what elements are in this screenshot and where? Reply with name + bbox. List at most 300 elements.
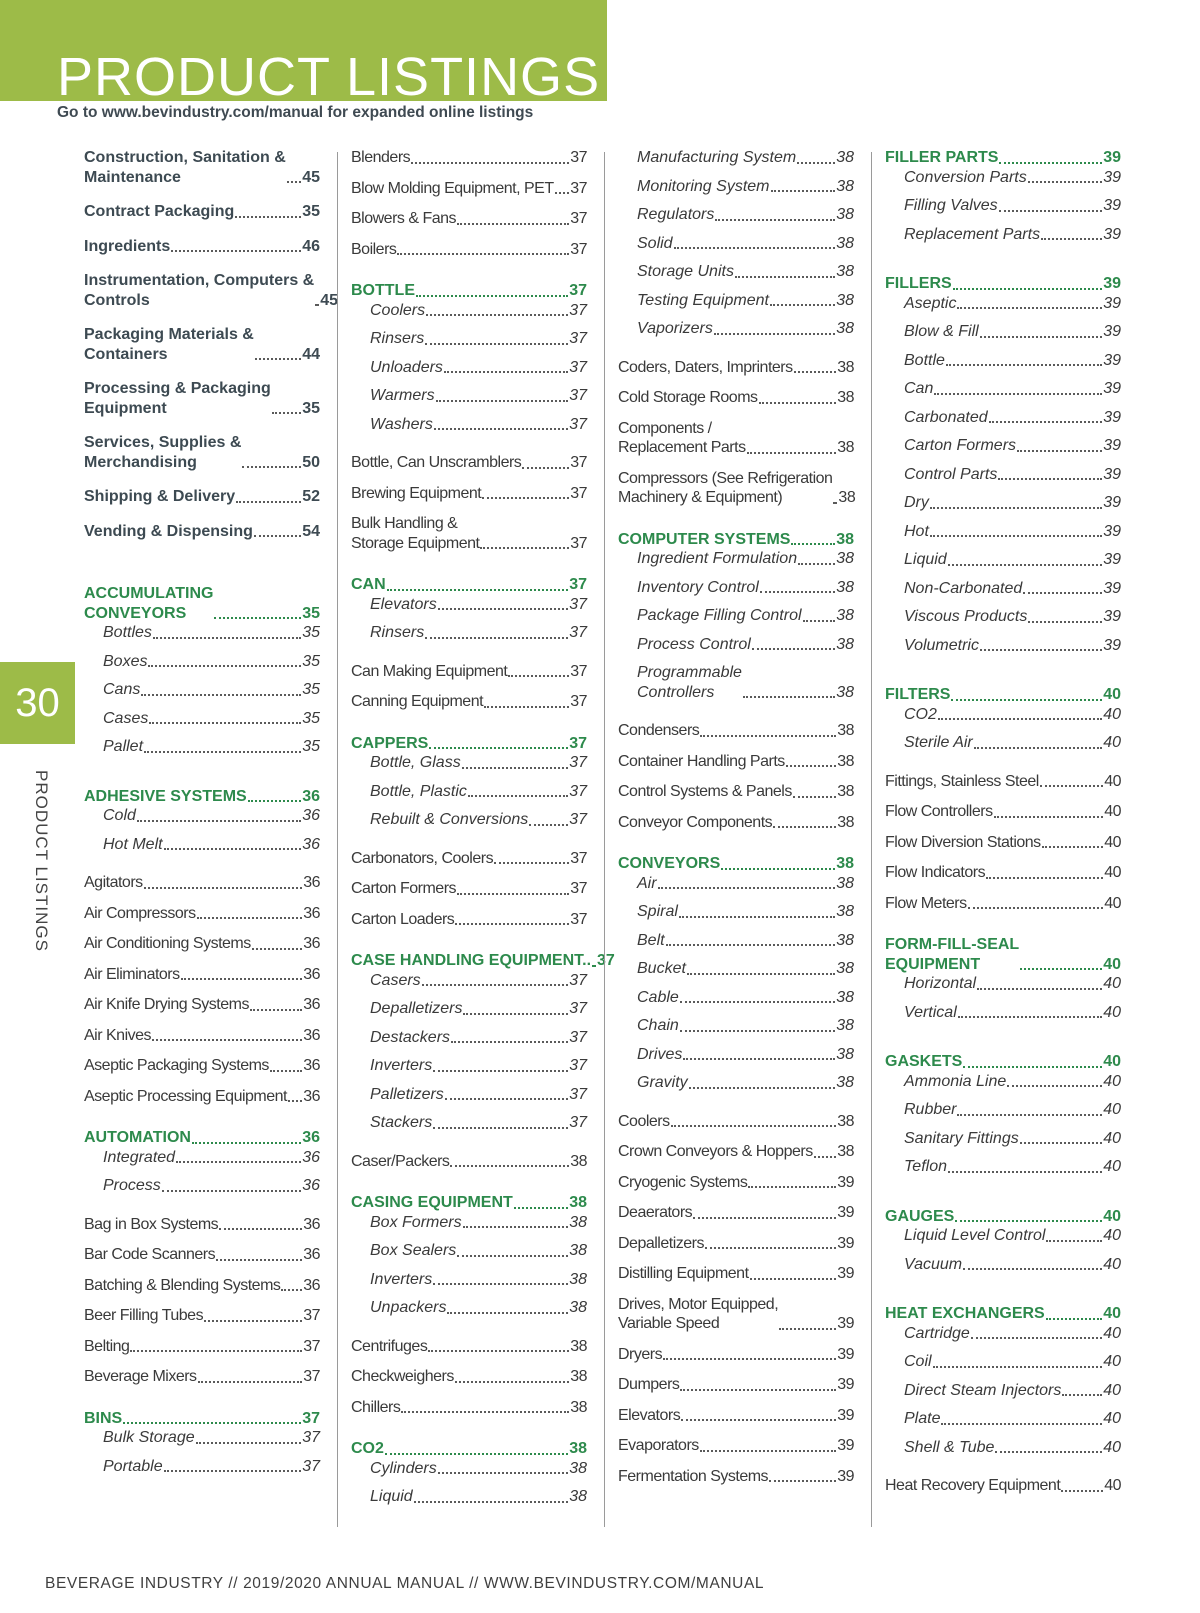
entry-page-number: 39 — [1103, 522, 1121, 540]
dot-leader — [242, 466, 301, 468]
entry-name: Beverage Mixers — [84, 1368, 197, 1385]
sub-entry — [351, 999, 587, 1019]
sub-entry — [351, 1085, 587, 1105]
listing-entry — [618, 1345, 854, 1365]
listing-entry — [84, 965, 320, 985]
entry-page-number: 37 — [569, 1057, 587, 1074]
listing-entry — [618, 1406, 854, 1426]
entry-page-number: 37 — [569, 971, 587, 989]
dot-leader — [555, 192, 570, 194]
entry-name: Hot — [904, 522, 929, 540]
entry-page-number: 37 — [569, 415, 587, 433]
entry-page-number: 38 — [569, 1194, 587, 1211]
entry-page-number: 36 — [303, 1087, 320, 1105]
entry-page-number: 40 — [1103, 1227, 1121, 1244]
dot-leader — [447, 1312, 568, 1314]
listing-entry — [618, 388, 854, 408]
entry-page-number: 38 — [837, 358, 854, 376]
listing-entry — [84, 325, 320, 364]
sub-entry — [84, 1428, 320, 1448]
entry-name: Teflon — [904, 1158, 947, 1175]
dot-leader — [235, 216, 301, 218]
dot-leader — [192, 1142, 301, 1144]
sub-entry — [885, 465, 1121, 485]
entry-page-number: 39 — [837, 1315, 854, 1332]
entry-name: Inverters — [370, 1057, 433, 1074]
entry-name: Inverters — [370, 1270, 433, 1288]
entry-name: Control Systems & Panels — [618, 783, 792, 800]
sub-entry — [885, 1157, 1121, 1177]
sub-entry — [618, 606, 854, 626]
entry-page-number: 36 — [302, 1177, 320, 1194]
entry-name: Agitators — [84, 874, 143, 891]
entry-name: Air Knives — [84, 1026, 152, 1044]
dot-leader — [214, 617, 301, 619]
entry-name: Blow & Fill — [904, 323, 979, 340]
entry-name: Bottles — [103, 624, 152, 641]
entry-page-number: 37 — [569, 624, 587, 641]
sub-entry — [885, 168, 1121, 188]
entry-page-number: 38 — [836, 607, 854, 624]
entry-name: CAN — [351, 576, 386, 593]
dot-leader — [522, 467, 569, 469]
listing-entry — [351, 1337, 587, 1357]
entry-name: Dry — [904, 494, 929, 511]
entry-page-number: 39 — [837, 1406, 854, 1424]
listing-entry — [351, 179, 587, 199]
dot-leader — [957, 1114, 1102, 1116]
dot-leader — [771, 190, 836, 192]
entry-name: Carbonators, Coolers — [351, 849, 494, 867]
entry-name: Washers — [370, 415, 433, 433]
entry-page-number: 39 — [1103, 149, 1121, 166]
dot-leader — [144, 751, 301, 753]
entry-page-number: 39 — [837, 1204, 854, 1221]
listing-entry — [84, 1026, 320, 1046]
entry-name: Condensers — [618, 722, 700, 739]
entry-page-number: 37 — [569, 1085, 587, 1103]
entry-name: Evaporators — [618, 1437, 699, 1454]
dot-leader — [457, 223, 569, 225]
entry-page-number: 40 — [1103, 1003, 1121, 1021]
dot-leader — [666, 944, 836, 946]
dot-leader — [693, 1217, 836, 1219]
page-footer: BEVERAGE INDUSTRY // 2019/2020 ANNUAL MANUAL // WWW.BEVINDUSTRY.COM/MANUAL — [45, 1575, 765, 1592]
listing-entry — [84, 1215, 320, 1235]
sub-entry — [618, 578, 854, 598]
sub-entry — [885, 436, 1121, 456]
entry-page-number: 35 — [302, 681, 320, 698]
sub-entry — [618, 234, 854, 254]
dot-leader — [425, 637, 568, 639]
dot-leader — [999, 162, 1102, 164]
entry-page-number: 38 — [837, 783, 854, 800]
entry-name: ADHESIVE SYSTEMS — [84, 787, 247, 805]
dot-leader — [814, 1156, 837, 1158]
listing-entry — [84, 148, 320, 187]
entry-name: Bottle, Can Unscramblers — [351, 454, 522, 471]
listing-entry — [618, 1264, 854, 1284]
listing-entry — [618, 1173, 854, 1193]
dot-leader — [457, 1255, 568, 1257]
sub-entry — [618, 874, 854, 894]
entry-page-number: 40 — [1103, 955, 1121, 973]
dot-leader — [426, 314, 568, 316]
entry-page-number: 36 — [303, 1276, 320, 1294]
category-heading — [84, 787, 320, 807]
entry-page-number: 37 — [569, 754, 587, 771]
entry-name: Rebuilt & Conversions — [370, 811, 529, 828]
sub-entry — [618, 902, 854, 922]
dot-leader — [747, 452, 837, 454]
dot-leader — [977, 988, 1102, 990]
dot-leader — [287, 181, 301, 183]
entry-page-number: 40 — [1104, 833, 1121, 851]
entry-name: FILLERS — [885, 275, 952, 292]
entry-page-number: 37 — [303, 1307, 320, 1324]
dot-leader — [270, 1070, 302, 1072]
entry-name: Heat Recovery Equipment — [885, 1477, 1061, 1494]
dot-leader — [735, 276, 835, 278]
dot-leader — [995, 1451, 1102, 1453]
entry-page-number: 40 — [1103, 1053, 1121, 1070]
sub-entry — [618, 663, 854, 702]
entry-page-number: 38 — [836, 960, 854, 977]
dot-leader — [248, 800, 302, 802]
listing-entry — [351, 514, 587, 553]
entry-name: Vending & Dispensing — [84, 522, 253, 540]
dot-leader — [514, 1207, 568, 1209]
listing-entry — [84, 1087, 320, 1107]
entry-name: Coil — [904, 1353, 932, 1370]
entry-name: Aseptic Processing Equipment — [84, 1087, 287, 1105]
entry-name: Belting — [84, 1337, 130, 1355]
entry-name: Carbonated — [904, 408, 988, 426]
entry-page-number: 40 — [1104, 894, 1121, 912]
entry-page-number: 38 — [569, 1488, 587, 1505]
entry-name: Packaging Materials & Containers — [84, 326, 254, 363]
entry-page-number: 40 — [1104, 772, 1121, 790]
page-title: PRODUCT LISTINGS — [57, 47, 601, 107]
dot-leader — [681, 1419, 836, 1421]
listing-entry — [618, 1375, 854, 1395]
entry-name: Coders, Daters, Imprinters — [618, 358, 793, 376]
dot-leader — [428, 1350, 569, 1352]
entry-name: Casers — [370, 971, 421, 989]
listing-entry — [84, 271, 339, 310]
entry-name: Carton Formers — [351, 880, 457, 897]
entry-page-number: 52 — [302, 488, 320, 505]
sub-entry — [618, 1045, 854, 1065]
dot-leader — [989, 421, 1103, 423]
dot-leader — [773, 826, 836, 828]
entry-page-number: 38 — [569, 1440, 587, 1457]
entry-page-number: 39 — [1103, 351, 1121, 369]
sub-entry — [885, 225, 1121, 245]
listing-entry — [84, 904, 320, 924]
category-heading — [885, 935, 1121, 974]
entry-name: Construction, Sanitation & Maintenance — [84, 149, 286, 186]
entry-page-number: 38 — [836, 683, 854, 701]
entry-page-number: 39 — [1103, 197, 1121, 214]
dot-leader — [948, 1171, 1102, 1173]
page-number-tab: 30 — [0, 662, 75, 744]
entry-page-number: 38 — [837, 1112, 854, 1130]
entry-page-number: 40 — [1103, 1353, 1121, 1370]
listing-entry — [84, 379, 320, 418]
entry-name: Filling Valves — [904, 197, 998, 214]
entry-name: GAUGES — [885, 1207, 955, 1225]
entry-page-number: 39 — [1103, 294, 1121, 312]
category-heading — [84, 584, 320, 623]
entry-page-number: 36 — [303, 874, 320, 891]
listing-entry — [618, 419, 854, 458]
entry-page-number: 37 — [597, 952, 615, 969]
entry-name: Flow Meters — [885, 894, 967, 912]
listing-entry — [885, 894, 1121, 914]
listing-entry — [351, 692, 587, 712]
entry-page-number: 37 — [569, 358, 587, 376]
dot-leader — [123, 1422, 301, 1424]
dot-leader — [137, 820, 301, 822]
listing-entry — [84, 934, 320, 954]
entry-name: Manufacturing System — [637, 149, 797, 166]
entry-name: Caser/Packers — [351, 1152, 450, 1170]
sub-entry — [351, 623, 587, 643]
page-subtitle: Go to www.bevindustry.com/manual for expanded online listings — [57, 104, 534, 121]
dot-leader — [484, 706, 569, 708]
dot-leader — [1007, 1085, 1102, 1087]
dot-leader — [144, 887, 303, 889]
entry-name: Processing & Packaging Equipment — [84, 380, 271, 417]
entry-name: Rinsers — [370, 330, 425, 347]
listing-entry — [618, 1142, 854, 1162]
entry-name: Boilers — [351, 240, 397, 258]
entry-page-number: 38 — [836, 1017, 854, 1034]
dot-leader — [938, 718, 1102, 720]
dot-leader — [833, 502, 837, 504]
listing-entry — [84, 1276, 320, 1296]
dot-leader — [797, 162, 835, 164]
entry-page-number: 37 — [570, 210, 587, 227]
entry-page-number: 37 — [570, 910, 587, 928]
sub-entry — [618, 549, 854, 569]
entry-name: Chillers — [351, 1398, 401, 1416]
entry-page-number: 37 — [570, 454, 587, 471]
dot-leader — [930, 535, 1102, 537]
entry-page-number: 38 — [570, 1398, 587, 1416]
entry-name: Belt — [637, 931, 665, 949]
entry-name: Replacement Parts — [904, 225, 1041, 243]
sub-entry — [618, 635, 854, 655]
dot-leader — [149, 722, 301, 724]
dot-leader — [1062, 1394, 1102, 1396]
entry-page-number: 38 — [836, 903, 854, 920]
dot-leader — [416, 295, 568, 297]
listing-entry — [84, 1245, 320, 1265]
entry-page-number: 35 — [302, 203, 320, 220]
listing-entry — [618, 1112, 854, 1132]
entry-name: Cylinders — [370, 1459, 437, 1477]
entry-page-number: 35 — [302, 709, 320, 727]
entry-page-number: 36 — [303, 1026, 320, 1044]
entry-page-number: 36 — [303, 935, 320, 952]
entry-name: Vaporizers — [637, 320, 713, 337]
dot-leader — [1040, 785, 1103, 787]
dot-leader — [770, 304, 835, 306]
entry-name: FORM-FILL-SEAL EQUIPMENT — [885, 936, 1020, 973]
entry-name: Checkweighers — [351, 1368, 454, 1385]
listing-entry — [351, 240, 587, 260]
entry-name: Bar Code Scanners — [84, 1246, 216, 1263]
dot-leader — [1046, 1318, 1102, 1320]
dot-leader — [658, 887, 836, 889]
entry-page-number: 44 — [302, 345, 320, 363]
entry-name: Pallet — [103, 738, 144, 755]
dot-leader — [999, 210, 1103, 212]
dot-leader — [397, 253, 569, 255]
entry-name: Liquid — [904, 551, 947, 568]
entry-page-number: 45 — [302, 168, 320, 186]
category-heading — [618, 854, 854, 874]
entry-page-number: 38 — [836, 291, 854, 309]
dot-leader — [529, 824, 568, 826]
sub-entry — [885, 550, 1121, 570]
dot-leader — [680, 1030, 835, 1032]
sub-entry — [84, 806, 320, 826]
entry-page-number: 37 — [569, 811, 587, 828]
entry-name: Vacuum — [904, 1255, 963, 1273]
entry-name: Liquid — [370, 1488, 413, 1505]
dot-leader — [288, 1100, 302, 1102]
sub-entry — [84, 680, 320, 700]
entry-name: Blenders — [351, 149, 411, 166]
entry-name: Sterile Air — [904, 734, 973, 751]
listing-entry — [885, 833, 1121, 853]
sub-entry — [885, 1438, 1121, 1458]
entry-page-number: 36 — [302, 1148, 320, 1166]
entry-page-number: 38 — [570, 1152, 587, 1170]
entry-name: Shipping & Delivery — [84, 488, 236, 505]
entry-page-number: 39 — [837, 1234, 854, 1252]
dot-leader — [946, 364, 1102, 366]
listing-entry — [351, 484, 587, 504]
entry-page-number: 38 — [570, 1337, 587, 1355]
dot-leader — [714, 333, 835, 335]
dot-leader — [445, 1098, 568, 1100]
sub-entry — [885, 1352, 1121, 1372]
sub-entry — [885, 1255, 1121, 1275]
dot-leader — [444, 371, 568, 373]
entry-name: Testing Equipment — [637, 291, 769, 309]
entry-page-number: 50 — [302, 453, 320, 471]
entry-page-number: 39 — [837, 1376, 854, 1393]
dot-leader — [963, 1268, 1102, 1270]
dot-leader — [482, 497, 569, 499]
entry-page-number: 38 — [837, 439, 854, 456]
dot-leader — [958, 1016, 1102, 1018]
entry-page-number: 38 — [837, 752, 854, 770]
category-heading — [351, 575, 587, 595]
entry-page-number: 38 — [836, 320, 854, 337]
entry-page-number: 40 — [1103, 1305, 1121, 1322]
dot-leader — [433, 1283, 568, 1285]
sub-entry — [84, 623, 320, 643]
sub-entry — [885, 1129, 1121, 1149]
dot-leader — [425, 343, 568, 345]
dot-leader — [1020, 1142, 1102, 1144]
sub-entry — [618, 177, 854, 197]
dot-leader — [986, 877, 1103, 879]
sub-entry — [351, 782, 587, 802]
category-heading — [885, 148, 1121, 168]
listing-entry — [618, 752, 854, 772]
entry-page-number: 35 — [302, 604, 320, 622]
entry-name: Deaerators — [618, 1204, 693, 1221]
sub-entry — [351, 329, 587, 349]
dot-leader — [411, 162, 569, 164]
entry-name: Bottle, Glass — [370, 754, 461, 771]
entry-name: Regulators — [637, 206, 715, 223]
sub-entry — [618, 988, 854, 1008]
entry-name: Cases — [103, 709, 149, 727]
listing-entry — [618, 782, 854, 802]
entry-name: Hot Melt — [103, 835, 163, 853]
entry-name: CO2 — [351, 1440, 384, 1457]
dot-leader — [219, 1228, 302, 1230]
entry-name: Non-Carbonated — [904, 579, 1023, 597]
dot-leader — [663, 1358, 836, 1360]
entry-page-number: 40 — [1103, 1101, 1121, 1118]
entry-name: Liquid Level Control — [904, 1227, 1046, 1244]
entry-page-number: 36 — [303, 1246, 320, 1263]
sub-entry — [351, 1298, 587, 1318]
entry-page-number: 39 — [1103, 380, 1121, 397]
entry-page-number: 39 — [1103, 408, 1121, 426]
dot-leader — [760, 591, 835, 593]
sub-entry — [885, 1409, 1121, 1429]
entry-name: Unpackers — [370, 1299, 447, 1316]
entry-page-number: 40 — [1103, 1381, 1121, 1399]
listing-entry — [618, 1295, 854, 1334]
entry-page-number: 40 — [1103, 1207, 1121, 1225]
dot-leader — [680, 1389, 836, 1391]
entry-page-number: 38 — [836, 1045, 854, 1063]
entry-page-number: 35 — [302, 738, 320, 755]
entry-name: Brewing Equipment — [351, 484, 482, 502]
entry-name: Box Formers — [370, 1213, 462, 1231]
entry-name: CO2 — [904, 705, 937, 723]
dot-leader — [455, 1381, 569, 1383]
entry-page-number: 38 — [837, 813, 854, 831]
dot-leader — [457, 893, 569, 895]
entry-page-number: 37 — [570, 179, 587, 197]
entry-page-number: 39 — [1103, 465, 1121, 483]
entry-name: Air Conditioning Systems — [84, 935, 251, 952]
entry-name: Cartridge — [904, 1324, 970, 1342]
sub-entry — [618, 1016, 854, 1036]
dot-leader — [164, 848, 302, 850]
entry-name: CASING EQUIPMENT — [351, 1194, 513, 1211]
sub-entry — [885, 705, 1121, 725]
sub-entry — [84, 1457, 320, 1477]
entry-page-number: 38 — [836, 263, 854, 280]
category-heading — [885, 1304, 1121, 1324]
entry-name: FILLER PARTS — [885, 149, 999, 166]
listing-entry — [84, 237, 320, 257]
entry-name: Conveyor Components — [618, 813, 773, 831]
entry-name: Air — [637, 874, 657, 892]
